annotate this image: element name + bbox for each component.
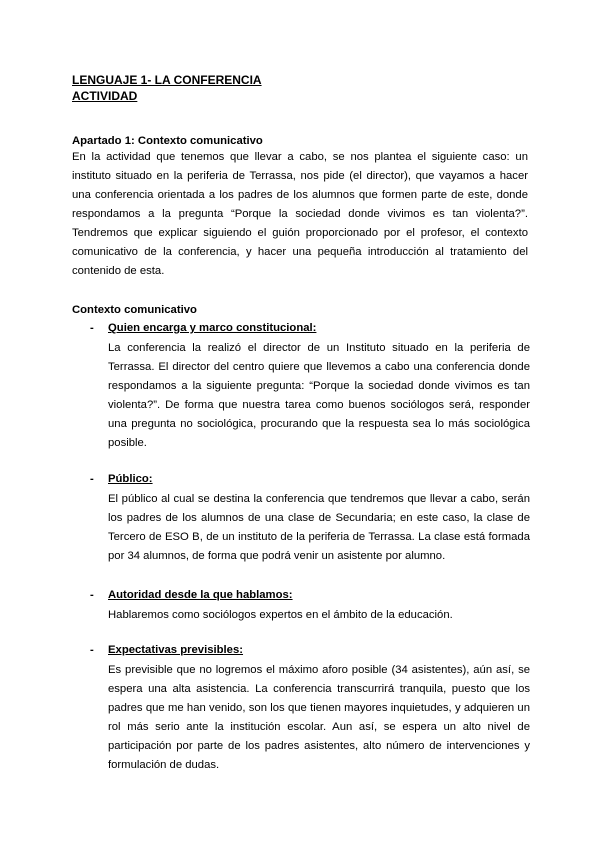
bullet-dash: - xyxy=(90,589,94,601)
section2-title: Contexto comunicativo xyxy=(72,304,197,316)
list-item-title: Quien encarga y marco constitucional: xyxy=(108,322,317,334)
list-item-title: Autoridad desde la que hablamos: xyxy=(108,589,293,601)
list-item-text: El público al cual se destina la conferencia que tendremos que llevar a cabo, serán los padres de los alumnos de una clase de Secundaria; en este caso, la clase de Tercero de ESO B, de un instituto de la periferia de Terrassa. La clase está formada por 34 alumnos, de forma que podrá venir un asistente por alumno. xyxy=(108,493,530,562)
list-item-text: Es previsible que no logremos el máximo aforo posible (34 asistentes), aún así, se espera una alta asistencia. La conferencia transcurrirá tranquila, puesto que los padres que me han venido, son los que tienen mayores inquietudes, y adquieren un rol más serio ante la institución escolar. Aun así, se espera un alto nivel de participación por parte de los padres asistentes, alto número de intervenciones y formulación de dudas. xyxy=(108,664,530,771)
list-item-text: La conferencia la realizó el director de un Instituto situado en la periferia de Terrassa. El director del centro quiere que llevemos a cabo una conferencia donde respondamos a la siguiente pregunta: “Porque la sociedad donde vivimos es tan violenta?”. De forma que nuestra tarea como buenos sociólogos será, responder una pregunta no sociológica, procurando que la respuesta sea lo más sociológica posible. xyxy=(108,342,530,449)
bullet-dash: - xyxy=(90,473,94,485)
document-title: LENGUAJE 1- LA CONFERENCIA xyxy=(72,73,262,87)
list-item-title: Público: xyxy=(108,473,153,485)
section1-title: Apartado 1: Contexto comunicativo xyxy=(72,135,263,147)
bullet-dash: - xyxy=(90,322,94,334)
list-item-text: Hablaremos como sociólogos expertos en el ámbito de la educación. xyxy=(108,609,453,621)
bullet-dash: - xyxy=(90,644,94,656)
list-item-title: Expectativas previsibles: xyxy=(108,644,244,656)
section1-paragraph: En la actividad que tenemos que llevar a cabo, se nos plantea el siguiente caso: un instituto situado en la periferia de Terrassa, nos pide (el director), que vayamos a hacer una conferencia orientada a los padres de los alumnos que formen parte de este, donde respondamos a la pregunta “Porque la sociedad donde vivimos es tan violenta?”. Tendremos que explicar siguiendo el guión proporcionado por el profesor, el contexto comunicativo de la conferencia, y hacer una pequeña introducción al tratamiento del contenido de esta. xyxy=(72,151,528,277)
document-subtitle: ACTIVIDAD xyxy=(72,89,138,103)
